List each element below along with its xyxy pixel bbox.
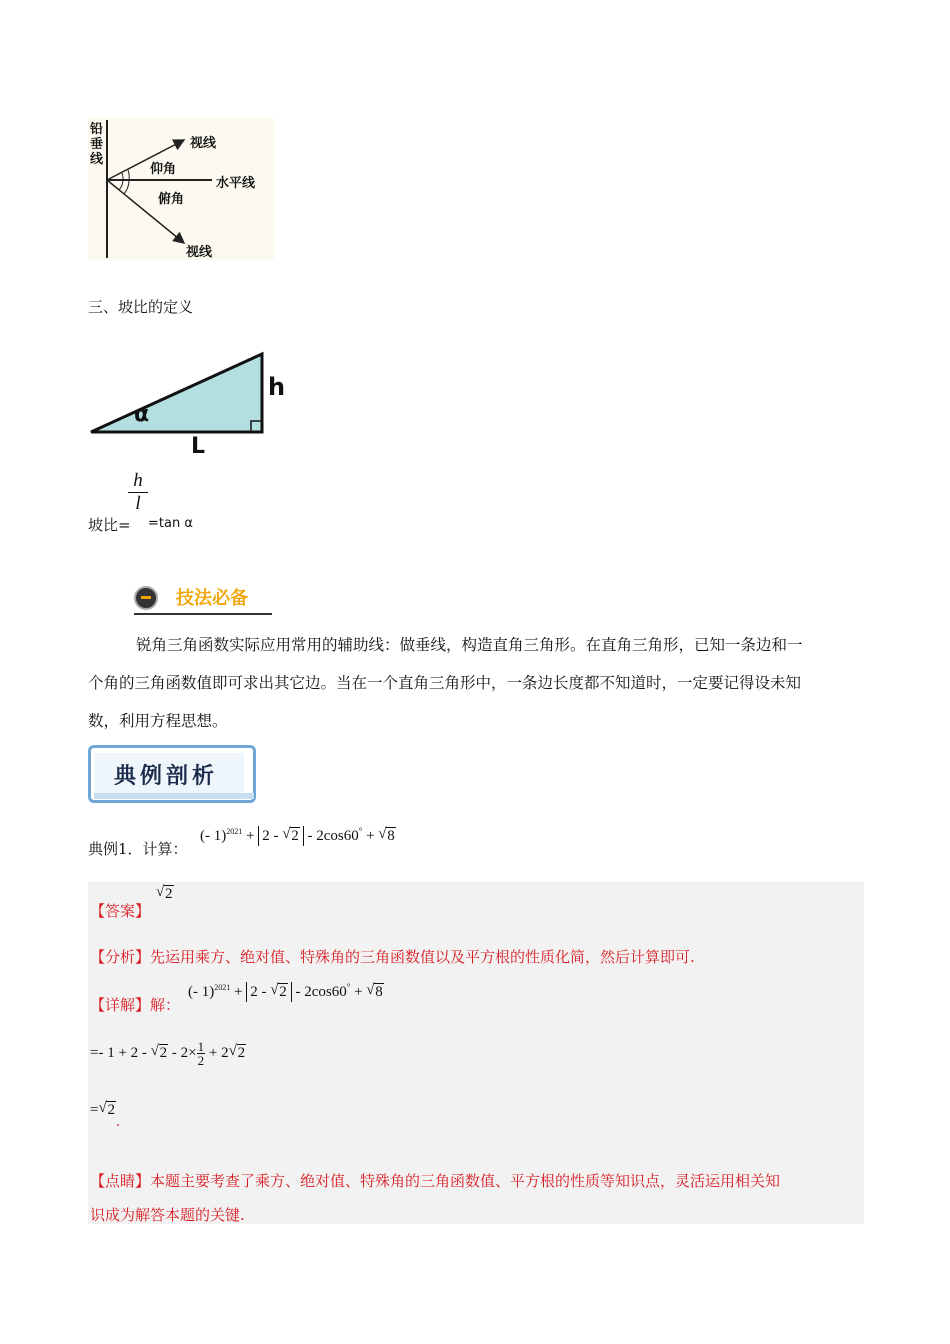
detail-expression: (- 1)$^{2021}$ + 2 - √ 2 - 2cos60° + √ 8 — [188, 982, 383, 1000]
elevation-angle-label: 仰角 — [150, 162, 177, 177]
analysis-line — [90, 946, 695, 967]
height-label: h — [268, 373, 286, 401]
comment-line-1: 本题主要考查了乘方、绝对值、特殊角的三角函数值、平方根的性质等知识点，灵活运用相关知 — [150, 1172, 781, 1190]
slope-label: 坡比= — [88, 516, 131, 534]
length-label: L — [191, 434, 206, 459]
example-expression: (- 1)$^{2021}$ + 2 - √ 2 - 2cos60° + √ 8 — [200, 826, 395, 844]
elevation-arc — [128, 170, 129, 180]
answer-value: √ 2 — [156, 884, 173, 902]
sight-line-bottom-label: 视线 — [186, 245, 213, 260]
comment-line-2: 识成为解答本题的关键. — [90, 1206, 245, 1224]
paragraph-line-3: 数，利用方程思想。 — [88, 712, 228, 730]
detail-prefix: 解： — [150, 996, 181, 1014]
slope-tan: =tan α — [148, 516, 193, 531]
half-fraction: $\frac{1}{2}$ — [197, 1039, 205, 1068]
analysis-tag: 【分析】 — [90, 948, 151, 966]
example-banner — [88, 745, 260, 807]
triangle-shape — [91, 354, 262, 432]
comment-block — [90, 1164, 780, 1232]
banner-title: 典例剖析 — [114, 764, 219, 789]
badge-circle-icon — [134, 586, 158, 610]
skills-badge — [134, 582, 274, 616]
step-2: = √ 2. — [90, 1100, 120, 1130]
paragraph-line-2: 个角的三角函数值即可求出其它边。当在一个直角三角形中，一条边长度都不知道时，一定要记得设未知 — [88, 674, 802, 692]
example-label: 典例1．计算： — [88, 840, 188, 858]
alpha-label: α — [134, 402, 150, 427]
sight-line-top-label: 视线 — [190, 136, 217, 151]
fraction-numerator: h — [128, 470, 148, 493]
answer-tag: 【答案】 — [90, 902, 151, 920]
analysis-text: 先运用乘方、绝对值、特殊角的三角函数值以及平方根的性质化简，然后计算即可. — [150, 948, 695, 966]
paragraph-line-1: 锐角三角函数实际应用常用的辅助线：做垂线，构造直角三角形。在直角三角形，已知一条边和一 — [136, 636, 803, 654]
slope-fraction — [128, 470, 148, 515]
elevation-depression-figure — [88, 118, 274, 260]
badge-underline — [134, 613, 272, 615]
fraction-denominator: l — [135, 493, 141, 514]
step-1: =- 1 + 2 - √ 2 - 2× $\frac{1}{2}$ + 2 √ 2 — [90, 1039, 246, 1068]
skills-title: 技法必备 — [176, 588, 248, 609]
horizontal-line-label: 水平线 — [216, 176, 256, 191]
banner-shadow — [94, 793, 254, 799]
depression-arc — [124, 180, 129, 194]
plumb-line-label: 铅垂线 — [90, 122, 104, 167]
depression-angle-label: 俯角 — [158, 192, 185, 207]
detail-tag: 【详解】 — [90, 996, 151, 1014]
skills-paragraph — [88, 626, 868, 740]
comment-tag: 【点睛】 — [90, 1172, 151, 1190]
slope-triangle-figure — [88, 348, 298, 460]
section-heading: 三、坡比的定义 — [88, 298, 194, 316]
detail-line — [90, 994, 180, 1015]
absolute-value: 2 - √ 2 — [258, 826, 304, 846]
